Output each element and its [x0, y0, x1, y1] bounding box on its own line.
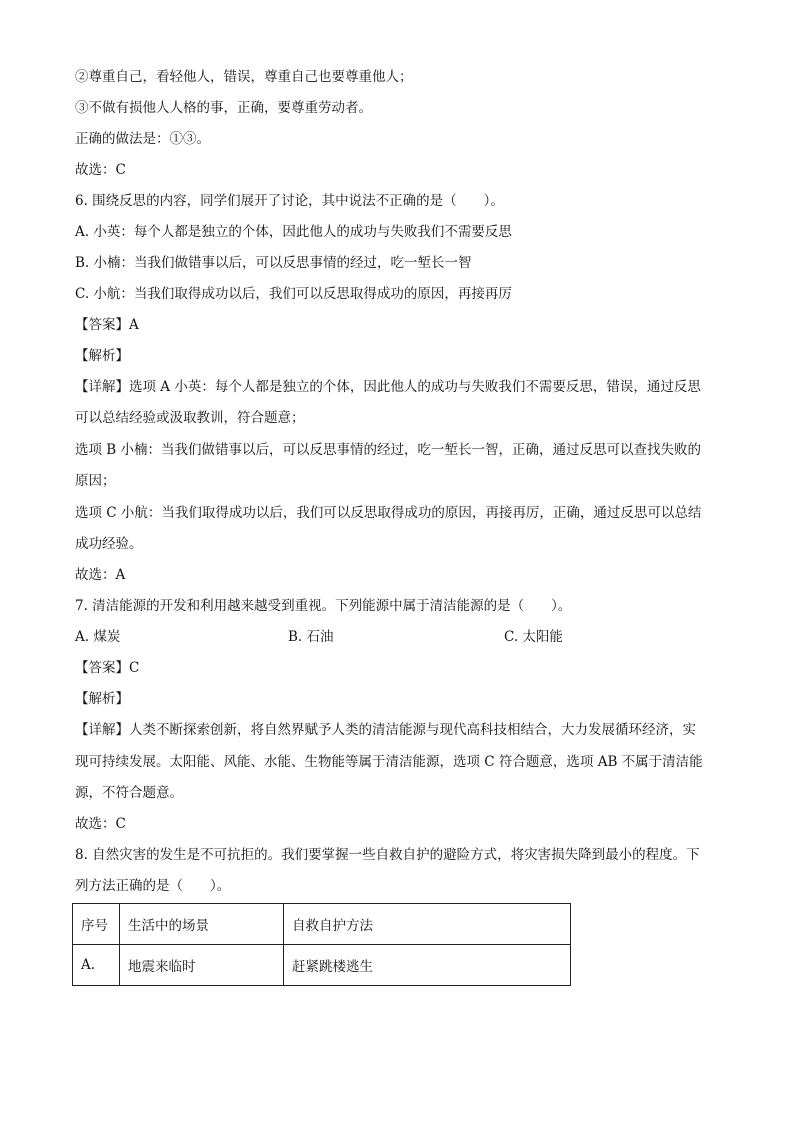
- question-6: 6. 围绕反思的内容，同学们展开了讨论，其中说法不正确的是（ ）。: [75, 193, 504, 209]
- answer-label: 【答案】A: [75, 317, 139, 333]
- question-8: 8. 自然灾害的发生是不可抗拒的。我们要掌握一些自救自护的避险方式，将灾害损失降到最小的程度。下: [75, 847, 700, 863]
- q6-option-a: A. 小英：每个人都是独立的个体，因此他人的成功与失败我们不需要反思: [75, 224, 512, 240]
- text-line: 故选：C: [75, 162, 126, 178]
- explanation-line: 现可持续发展。太阳能、风能、水能、生物能等属于清洁能源，选项 C 符合题意，选项 AB 不属于清洁能: [75, 754, 703, 770]
- explanation-line: 【详解】人类不断探索创新，将自然界赋予人类的清洁能源与现代高科技相结合，大力发展循环经济，实: [75, 722, 696, 738]
- table-row: [73, 945, 571, 986]
- header-cell: 自救自护方法: [284, 904, 571, 945]
- text-line: ③不做有损他人人格的事，正确，要尊重劳动者。: [75, 100, 372, 116]
- text-line: 故选：A: [75, 567, 126, 583]
- q7-option-b: B. 石油: [288, 629, 334, 645]
- table-header-row: [73, 904, 571, 945]
- explanation-line: 原因；: [75, 473, 116, 489]
- explanation-line: 成功经验。: [75, 536, 143, 552]
- explanation-line: 选项 B 小楠：当我们做错事以后，可以反思事情的经过，吃一堑长一智，正确，通过反思可以查找失败的: [75, 442, 702, 458]
- q6-option-c: C. 小航：当我们取得成功以后，我们可以反思取得成功的原因，再接再厉: [75, 286, 512, 302]
- q7-option-a: A. 煤炭: [75, 629, 121, 645]
- text-line: 正确的做法是：①③。: [75, 131, 210, 147]
- analysis-label: 【解析】: [75, 348, 129, 364]
- header-cell: 序号: [73, 904, 120, 945]
- q7-option-c: C. 太阳能: [504, 629, 563, 645]
- text-line: 故选：C: [75, 816, 126, 832]
- explanation-line: 选项 C 小航：当我们取得成功以后，我们可以反思取得成功的原因，再接再厉，正确，通过反思可以总结: [75, 505, 702, 521]
- explanation-line: 【详解】选项 A 小英：每个人都是独立的个体，因此他人的成功与失败我们不需要反思，错误，通过反思: [75, 379, 701, 395]
- question-8: 列方法正确的是（ ）。: [75, 878, 231, 894]
- scenario-table: [72, 903, 571, 986]
- table-cell: A.: [73, 945, 120, 986]
- answer-label: 【答案】C: [75, 660, 140, 676]
- header-cell: 生活中的场景: [120, 904, 284, 945]
- explanation-line: 可以总结经验或汲取教训，符合题意；: [75, 410, 305, 426]
- question-7: 7. 清洁能源的开发和利用越来越受到重视。下列能源中属于清洁能源的是（ ）。: [75, 598, 572, 614]
- table-cell: 赶紧跳楼逃生: [284, 945, 571, 986]
- analysis-label: 【解析】: [75, 691, 129, 707]
- q6-option-b: B. 小楠：当我们做错事以后，可以反思事情的经过，吃一堑长一智: [75, 255, 472, 271]
- text-line: ②尊重自己，看轻他人，错误，尊重自己也要尊重他人；: [75, 69, 413, 85]
- explanation-line: 源，不符合题意。: [75, 785, 183, 801]
- table-cell: 地震来临时: [120, 945, 284, 986]
